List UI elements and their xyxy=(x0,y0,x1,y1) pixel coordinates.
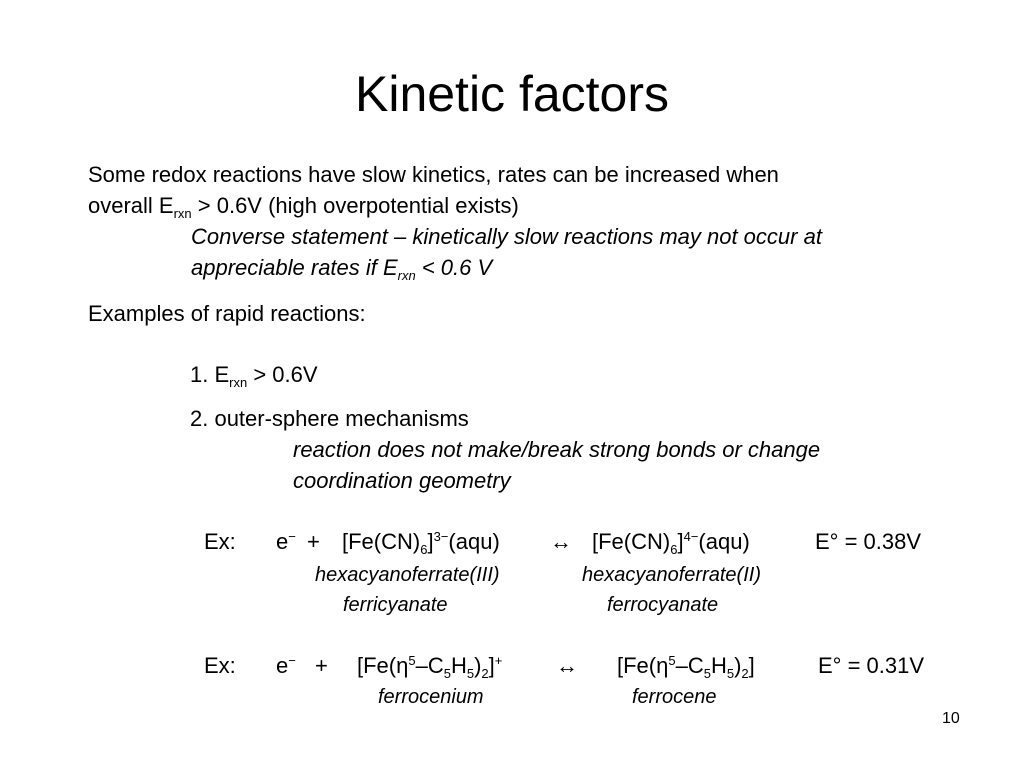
slide-title: Kinetic factors xyxy=(354,66,669,122)
ex2-electron xyxy=(276,651,296,681)
ex1-plus: + xyxy=(307,529,320,554)
list-item-2-detail-1: reaction does not make/break strong bonds or change xyxy=(293,437,821,462)
list-item-1 xyxy=(190,360,318,390)
ex1-name-left: hexacyanoferrate(III) xyxy=(315,564,500,586)
ex1-reactant-b: ] xyxy=(427,529,434,554)
ex1-electron-charge: − xyxy=(288,529,296,544)
converse-line-2-post: < 0.6 V xyxy=(415,255,493,280)
ex1-reactant-sub: 6 xyxy=(420,542,428,557)
ex2-product-c: H xyxy=(710,653,727,678)
converse-line-1: Converse statement – kinetically slow reactions may not occur at xyxy=(191,224,822,249)
intro-line-1: Some redox reactions have slow kinetics, rates can be increased when xyxy=(88,162,779,187)
subscript-rxn: rxn xyxy=(229,375,248,390)
list-item-1-pre: 1. E xyxy=(190,362,230,387)
ex2-product-b: –C xyxy=(675,653,704,678)
ex2-reactant-a: [Fe(η xyxy=(357,653,409,678)
ex2-electron-symbol: e xyxy=(276,653,289,678)
ex1-label: Ex: xyxy=(204,529,236,554)
intro-line-2-pre: overall E xyxy=(88,193,174,218)
subscript-rxn: rxn xyxy=(397,268,416,283)
ex1-reactant xyxy=(342,527,500,557)
intro-line-2 xyxy=(88,191,519,221)
ex2-reactant-charge: + xyxy=(494,653,503,668)
ex2-reactant-sub-c: 5 xyxy=(443,666,451,681)
ex2-product-hapticity: 5 xyxy=(668,653,676,668)
converse-line-2-pre: appreciable rates if E xyxy=(191,255,398,280)
ex1-reactant-c: (aqu) xyxy=(448,529,500,554)
ex1-common-left: ferricyanate xyxy=(343,594,448,616)
ex2-reactant-sub-2: 2 xyxy=(481,666,489,681)
ex2-product xyxy=(617,651,755,681)
ex2-product-a: [Fe(η xyxy=(617,653,669,678)
ex2-name-right: ferrocene xyxy=(632,686,717,708)
ex2-label: Ex: xyxy=(204,653,236,678)
ex1-reactant-a: [Fe(CN) xyxy=(342,529,421,554)
ex1-potential: E° = 0.38V xyxy=(815,529,922,554)
ex2-product-d: ) xyxy=(734,653,742,678)
ex2-equilibrium-arrow: ↔ xyxy=(556,653,578,678)
ex2-product-e: ] xyxy=(748,653,755,678)
ex1-reactant-charge: 3− xyxy=(433,529,449,544)
ex1-product-charge: 4− xyxy=(683,529,699,544)
ex2-electron-charge: − xyxy=(288,653,296,668)
ex2-reactant-b: –C xyxy=(415,653,444,678)
list-item-2-detail-2: coordination geometry xyxy=(293,468,511,493)
subscript-rxn: rxn xyxy=(173,206,192,221)
intro-line-2-post: > 0.6V (high overpotential exists) xyxy=(191,193,519,218)
ex1-common-right: ferrocyanate xyxy=(607,594,719,616)
ex2-name-left: ferrocenium xyxy=(378,686,484,708)
list-item-2: 2. outer-sphere mechanisms xyxy=(190,406,469,431)
ex2-plus: + xyxy=(315,653,328,678)
ex2-reactant-d: ) xyxy=(474,653,482,678)
examples-heading: Examples of rapid reactions: xyxy=(88,301,366,326)
ex2-product-sub-h: 5 xyxy=(726,666,735,681)
ex1-equilibrium-arrow: ↔ xyxy=(550,529,572,554)
ex2-reactant-c: H xyxy=(450,653,467,678)
ex1-electron xyxy=(276,527,296,557)
ex1-product-b: ] xyxy=(677,529,684,554)
ex2-reactant-sub-h: 5 xyxy=(466,666,475,681)
ex2-product-sub-2: 2 xyxy=(741,666,749,681)
ex1-product-a: [Fe(CN) xyxy=(592,529,671,554)
ex1-name-right: hexacyanoferrate(II) xyxy=(582,564,761,586)
ex2-product-sub-c: 5 xyxy=(703,666,711,681)
ex2-reactant-e: ] xyxy=(488,653,495,678)
ex2-reactant-hapticity: 5 xyxy=(408,653,416,668)
list-item-1-post: > 0.6V xyxy=(247,362,318,387)
ex1-product xyxy=(592,527,750,557)
ex1-electron-symbol: e xyxy=(276,529,289,554)
ex2-potential: E° = 0.31V xyxy=(818,653,925,678)
converse-line-2 xyxy=(191,253,492,283)
ex2-reactant xyxy=(357,651,502,681)
ex1-product-c: (aqu) xyxy=(698,529,750,554)
page-number: 10 xyxy=(942,710,960,727)
ex1-product-sub: 6 xyxy=(670,542,678,557)
